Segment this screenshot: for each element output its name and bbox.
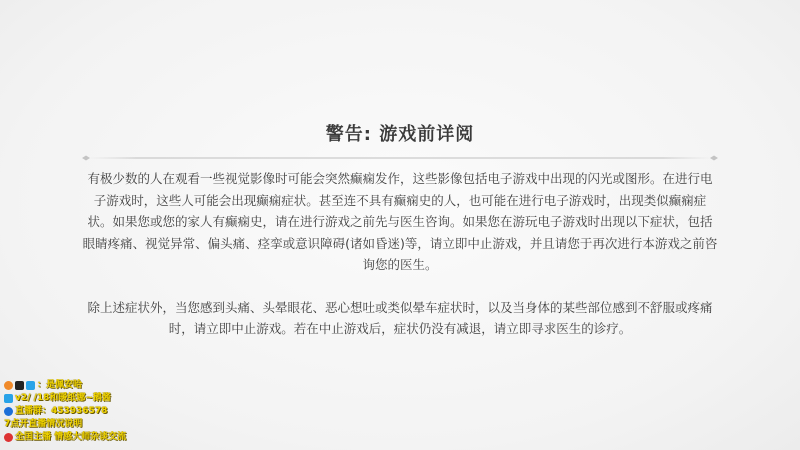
weibo-icon	[4, 394, 13, 403]
badge-icon	[4, 433, 13, 442]
overlay-line-1	[4, 379, 174, 392]
qq-icon	[4, 407, 13, 416]
warning-paragraph-2: 除上述症状外，当您感到头痛、头晕眼花、恶心想吐或类似晕车症状时，以及当身体的某些部位感到不舒服或疼痛时，请立即中止游戏。若在中止游戏后，症状仍没有减退，请立即寻求医生的诊疗。	[87, 299, 713, 336]
overlay-line-5-text: 全国主播 情感大师杂谈交流	[15, 432, 127, 442]
bilibili-icon	[4, 381, 13, 390]
title-divider	[80, 154, 720, 162]
overlay-line-2	[4, 392, 174, 405]
overlay-line-3	[4, 405, 174, 418]
overlay-line-5	[4, 431, 174, 444]
stream-overlay	[4, 379, 174, 444]
overlay-line-2-text: v2/ /18和暖纸娜~鹅酱	[15, 393, 111, 403]
tiktok-icon	[15, 381, 24, 390]
warning-paragraph-1: 有极少数的人在观看一些视觉影像时可能会突然癫痫发作，这些影像包括电子游戏中出现的闪光或图形。在进行电子游戏时，这些人可能会出现癫痫症状。甚至连不具有癫痫史的人，也可能在进行电子游戏时，出现类似癫痫症状。如果您或您的家人有癫痫史，请在进行游戏之前先与医生咨询。如果您在游玩电子游戏时出现以下症状，包括眼睛疼痛、视觉异常、偏头痛、痉挛或意识障碍(诸如昏迷)等，请立即中止游戏，并且请您于再次进行本游戏之前咨询您的医生。	[82, 171, 718, 272]
warning-body	[82, 168, 718, 340]
overlay-line-1-text: ：是佩安哈	[37, 380, 83, 390]
warning-title: 警告: 游戏前详阅	[325, 124, 475, 145]
overlay-line-4	[4, 418, 174, 431]
overlay-line-4-text: 7点开直播情况说明	[4, 419, 83, 429]
overlay-line-3-text: 直播群：453936578	[15, 406, 108, 416]
chat-icon	[26, 381, 35, 390]
